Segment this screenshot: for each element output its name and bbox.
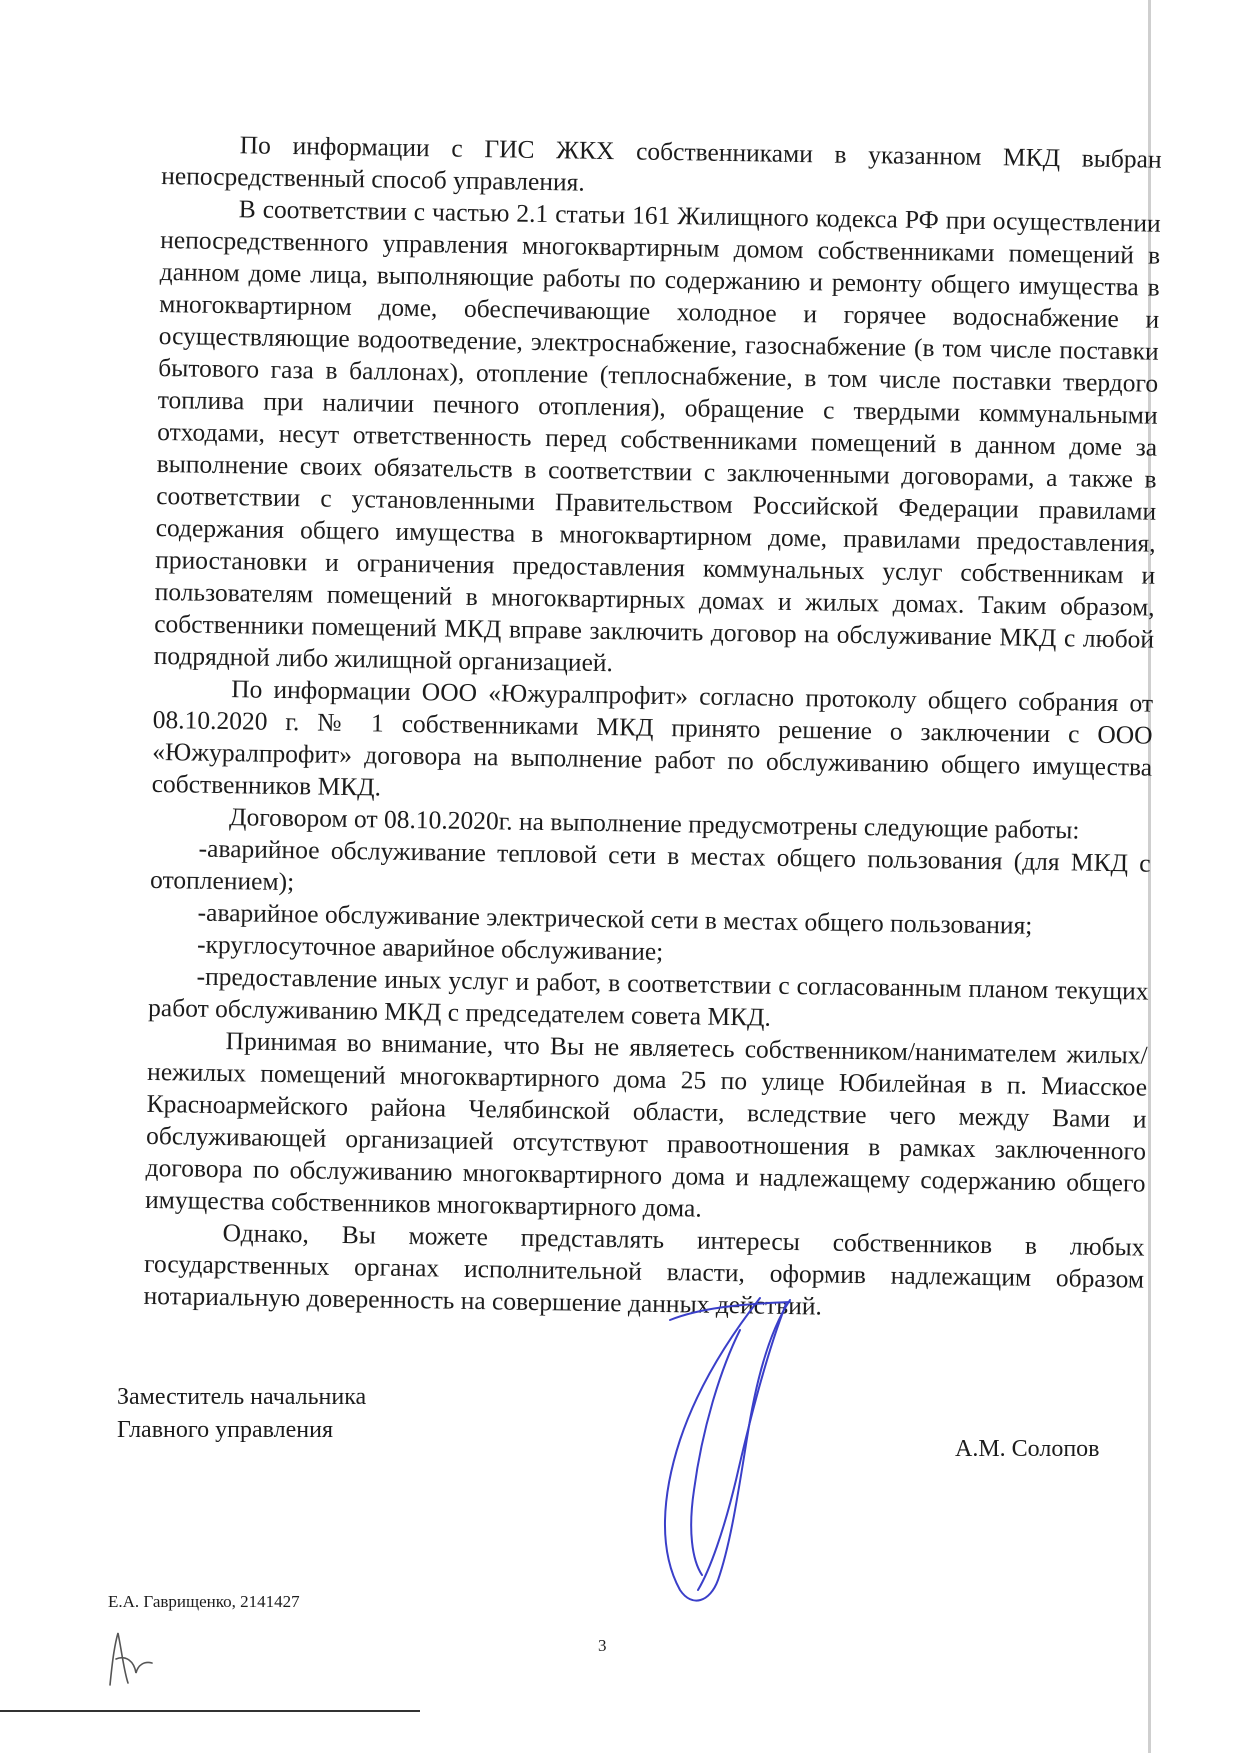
paragraph: В соответствии с частью 2.1 статьи 161 Жилищного кодекса РФ при осуществлении непосредственного управления многоквартирным домом собственниками помещений в данном доме лица, выполняющие работы по содержанию и ремонту общего имущества в многоквартирном доме, обеспечивающие холодное и горячее водоснабжение и осуществляющие водоотведение, электроснабжение, газоснабжение (в том числе поставки бытового газа в баллонах), отопление (теплоснабжение, в том числе поставки твердого топлива при наличии печного отопления), обращение с твердыми коммунальными отходами, несут ответственность перед собственниками помещений в данном доме за выполнение своих обязательств в соответствии с заключенными договорами, а также в соответствии с установленными Правительством Российской Федерации правилами содержания общего имущества в многоквартирном доме, правилами предоставления, приостановки и ограничения предоставления коммунальных услуг собственникам и пользователям помещений в многоквартирных домах и жилых домах. Таким образом, собственники помещений МКД вправе заключить договор на обслуживание МКД с любой подрядной либо жилищной организацией. (153, 194, 1161, 678)
list-item: -аварийное обслуживание тепловой сети в местах общего пользования (для МКД с отоплением); (149, 833, 1151, 897)
letter-body (143, 128, 1161, 1328)
paragraph: По информации с ГИС ЖКХ собственниками в указанном МКД выбран непосредственный способ управления. (161, 130, 1162, 197)
list-item: -круглосуточное аварийное обслуживание; (196, 929, 664, 966)
page-number: 3 (598, 1636, 607, 1655)
executor-contact: Е.А. Гаврищенко, 2141427 (108, 1592, 300, 1611)
signer-position (117, 1381, 366, 1447)
signer-position-line1: Заместитель начальника (117, 1384, 367, 1410)
handwritten-initials (102, 1625, 162, 1695)
handwritten-signature (640, 1290, 820, 1610)
paragraph: Договором от 08.10.2020г. на выполнение предусмотрены следующие работы: (228, 802, 1080, 845)
list-item: -предоставление иных услуг и работ, в соответствии с согласованным планом текущих работ обслуживанию МКД с председателем совета МКД. (147, 961, 1149, 1032)
paragraph: Однако, Вы можете представлять интересы собственников в любых государственных органах исполнительной власти, оформив надлежащим образом нотариальную доверенность на совершение данных действий. (143, 1218, 1145, 1321)
signer-position-line2: Главного управления (117, 1417, 333, 1443)
list-item: -аварийное обслуживание электрической сети в местах общего пользования; (197, 897, 1033, 940)
paragraph: По информации ООО «Южуралпрофит» согласно протоколу общего собрания от 08.10.2020 г. № 1 собственниками МКД принято решение о заключении с ООО «Южуралпрофит» договора на выполнение работ по обслуживанию общего имущества собственников МКД. (151, 674, 1154, 802)
signer-name: А.М. Солопов (955, 1436, 1100, 1462)
paragraph: Принимая во внимание, что Вы не являетесь собственником/нанимателем жилых/нежилых помещений многоквартирного дома 25 по улице Юбилейная в п. Миасское Красноармейского района Челябинской области, вследствие чего между Вами и обслуживающей организацией отсутствуют правоотношения в рамках заключенного договора по обслуживанию многоквартирного дома и надлежащему содержанию общего имущества собственников многоквартирного дома. (144, 1026, 1148, 1223)
scan-edge-line-bottom (0, 1710, 420, 1712)
